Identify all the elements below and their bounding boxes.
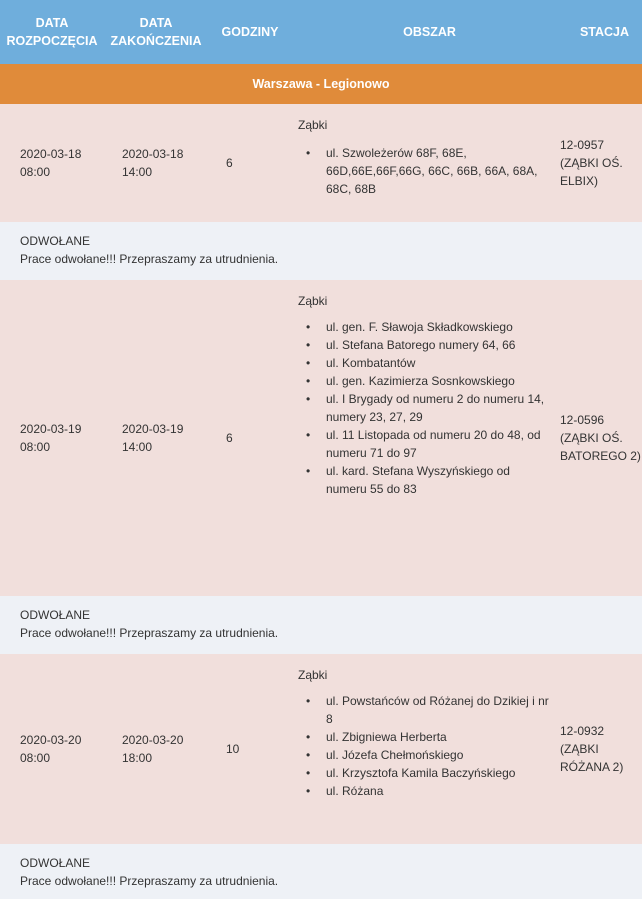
header-area: OBSZAR bbox=[403, 25, 456, 39]
start-time: 08:00 bbox=[20, 440, 51, 454]
header-end-date: DATA ZAKOŃCZENIA bbox=[110, 16, 202, 48]
area-cell bbox=[286, 280, 550, 596]
end-date: 2020-03-19 bbox=[122, 422, 184, 436]
table-row bbox=[0, 104, 642, 222]
hours-value: 6 bbox=[226, 431, 233, 445]
station-cell bbox=[550, 654, 642, 844]
start-time: 08:00 bbox=[20, 751, 51, 765]
table-row bbox=[0, 654, 642, 844]
street-list bbox=[306, 318, 550, 498]
locality-label: Ząbki bbox=[298, 668, 328, 682]
status-label: ODWOŁANE bbox=[20, 234, 91, 248]
station-cell bbox=[550, 280, 642, 596]
start-time: 08:00 bbox=[20, 165, 51, 179]
cancellation-note bbox=[0, 596, 642, 654]
status-message: Prace odwołane!!! Przepraszamy za utrudnienia. bbox=[20, 874, 279, 888]
hours-cell bbox=[206, 654, 286, 844]
locality-label: Ząbki bbox=[298, 294, 328, 308]
end-time: 18:00 bbox=[122, 751, 153, 765]
entries-list bbox=[0, 104, 642, 899]
station-cell bbox=[550, 104, 642, 222]
station-value: 12-0957 (ZĄBKI OŚ. ELBIX) bbox=[560, 138, 623, 188]
locality-label: Ząbki bbox=[298, 118, 328, 132]
header-station: STACJA bbox=[579, 25, 630, 39]
table-row bbox=[0, 280, 642, 596]
start-date: 2020-03-18 bbox=[20, 147, 82, 161]
start-date: 2020-03-19 bbox=[20, 422, 82, 436]
status-label: ODWOŁANE bbox=[20, 608, 91, 622]
cancellation-note bbox=[0, 844, 642, 899]
end-cell bbox=[102, 104, 206, 222]
hours-value: 10 bbox=[226, 742, 240, 756]
hours-value: 6 bbox=[226, 156, 233, 170]
street-list bbox=[306, 144, 550, 198]
end-cell bbox=[102, 654, 206, 844]
start-cell bbox=[0, 654, 102, 844]
street-item: • ul. 11 Listopada od numeru 20 do 48, od numeru 71 do 97 bbox=[306, 426, 550, 462]
end-date: 2020-03-18 bbox=[122, 147, 184, 161]
start-cell bbox=[0, 280, 102, 596]
cancellation-note bbox=[0, 222, 642, 280]
end-date: 2020-03-20 bbox=[122, 733, 184, 747]
street-item: • ul. Szwoleżerów 68F, 68E, 66D,66E,66F,66G, 66C, 66B, 66A, 68A, 68C, 68B bbox=[306, 144, 550, 198]
region-heading: Warszawa - Legionowo bbox=[0, 64, 642, 104]
street-item: • ul. Stefana Batorego numery 64, 66 bbox=[306, 336, 550, 354]
street-item: • ul. Krzysztofa Kamila Baczyńskiego bbox=[306, 764, 550, 782]
start-date: 2020-03-20 bbox=[20, 733, 82, 747]
end-time: 14:00 bbox=[122, 165, 153, 179]
street-item: • ul. gen. F. Sławoja Składkowskiego bbox=[306, 318, 550, 336]
end-time: 14:00 bbox=[122, 440, 153, 454]
header-start-date: DATA ROZPOCZĘCIA bbox=[6, 16, 98, 48]
table-header bbox=[0, 0, 642, 64]
street-list bbox=[306, 692, 550, 800]
street-item: • ul. Powstańców od Różanej do Dzikiej i nr 8 bbox=[306, 692, 550, 728]
street-item: • ul. kard. Stefana Wyszyńskiego od numeru 55 do 83 bbox=[306, 462, 550, 498]
status-message: Prace odwołane!!! Przepraszamy za utrudnienia. bbox=[20, 252, 279, 266]
hours-cell bbox=[206, 280, 286, 596]
street-item: • ul. gen. Kazimierza Sosnkowskiego bbox=[306, 372, 550, 390]
street-item: • ul. Józefa Chełmońskiego bbox=[306, 746, 550, 764]
street-item: • ul. Kombatantów bbox=[306, 354, 550, 372]
status-label: ODWOŁANE bbox=[20, 856, 91, 870]
street-item: • ul. Zbigniewa Herberta bbox=[306, 728, 550, 746]
station-value: 12-0932 (ZĄBKI RÓŻANA 2) bbox=[560, 724, 624, 774]
station-value: 12-0596 (ZĄBKI OŚ. BATOREGO 2) bbox=[560, 413, 641, 463]
start-cell bbox=[0, 104, 102, 222]
street-item: • ul. I Brygady od numeru 2 do numeru 14, numery 23, 27, 29 bbox=[306, 390, 550, 426]
header-hours: GODZINY bbox=[221, 25, 279, 39]
status-message: Prace odwołane!!! Przepraszamy za utrudnienia. bbox=[20, 626, 279, 640]
street-item: • ul. Różana bbox=[306, 782, 550, 800]
end-cell bbox=[102, 280, 206, 596]
hours-cell bbox=[206, 104, 286, 222]
